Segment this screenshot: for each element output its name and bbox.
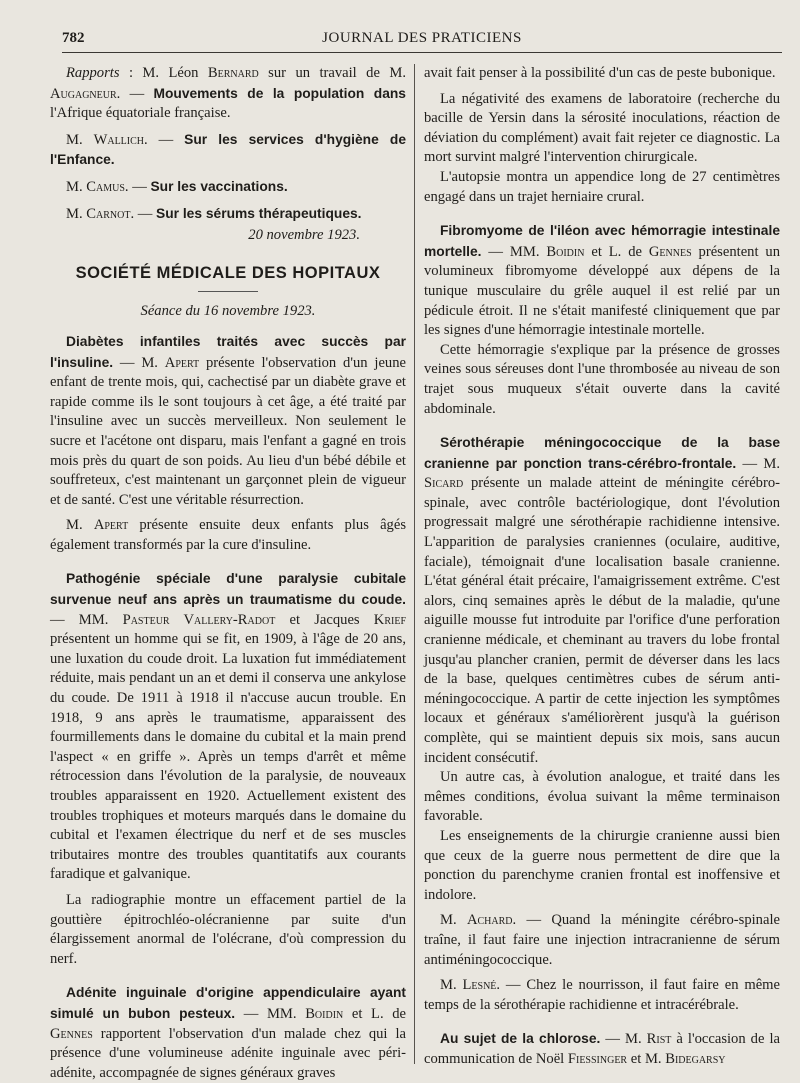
- section-rule: [198, 291, 258, 292]
- serotherapie-enseignements: Les enseignements de la chirurgie cranienne aussi bien que ceux de la guerre nous permettent de dire que la ponction du parenchyme cranien frontal est inoffensive et indolore.: [424, 827, 780, 903]
- achard-remark: M. Achard. — Quand la méningite cérébro-spinale traîne, il faut faire une injection intracranienne de sérum antiméningococcique.: [424, 912, 780, 968]
- rapports-paragraph: Rapports : M. Léon Bernard sur un travail de M. Augagneur. — Mouvements de la population dans l'Afrique équatoriale française.: [50, 65, 406, 122]
- page-header: [62, 30, 782, 52]
- fibromyome-hemorragie: Cette hémorragie s'explique par la présence de grosses veines sous séreuses dont l'une thrombosée au niveau de son trajet sous muqueux s'était ouverte dans la cavité abdominale.: [424, 341, 780, 417]
- article-paralysie-radiographie: La radiographie montre un effacement partiel de la gouttière épitrochléo-olécranienne par suite d'un élargissement anormal de l'olécrane, d'où compression du nerf.: [50, 891, 406, 967]
- journal-title: JOURNAL DES PRATICIENS: [322, 30, 522, 46]
- article-diabetes-cont: M. Apert présente ensuite deux enfants plus âgés également transformés par la cure d'insuline.: [50, 517, 406, 553]
- column-divider: [414, 64, 415, 1064]
- report-date: 20 novembre 1923.: [248, 227, 360, 244]
- right-column: [424, 64, 780, 1070]
- carnot-paragraph: M. Carnot. — Sur les sérums thérapeutiques.: [66, 205, 362, 222]
- article-adenite: Adénite inguinale d'origine appendiculaire ayant simulé un bubon pesteux. — MM. Boidin et L. de Gennes rapportent l'observation d'un malade chez qui la présence d'une volumineuse adénite inguinale avec péri-adénite, accompagnée de signes généraux graves: [50, 985, 406, 1081]
- adenite-continuation: avait fait penser à la possibilité d'un cas de peste bubonique.: [424, 65, 776, 81]
- section-title: SOCIÉTÉ MÉDICALE DES HOPITAUX: [75, 263, 381, 282]
- camus-paragraph: M. Camus. — Sur les vaccinations.: [66, 178, 288, 195]
- article-chlorose: Au sujet de la chlorose. — M. Rist à l'occasion de la communication de Noël Fiessinger et M. Bidegarsy: [424, 1031, 780, 1067]
- page-number: 782: [62, 30, 85, 46]
- header-rule: [62, 52, 782, 53]
- adenite-autopsie: L'autopsie montra un appendice long de 27 centimètres engagé dans un trajet herniaire crural.: [424, 168, 780, 205]
- article-serotherapie: Sérothérapie méningococcique de la base cranienne par ponction trans-cérébro-frontale. — M. Sicard présente un malade atteint de méningite cérébro-spinale, avec contrôle bactériologique, dont l'évolution progressait malgré une sérothérapie rachidienne intensive. L'apparition de paralysies craniennes (oculaire, auditive, faciale), témoignait d'une localisation basale cranienne. L'état général était précaire, l'amaigrissement extrême. C'est alors, cinq semaines après le début de la maladie, qu'une aiguille mousse fut introduite par l'orifice d'une perforation cranienne médicale, et cheminant au travers du lobe frontal jusqu'au plancher cranien, permit de déverser dans les lacs de la base, quelques centimètres cubes de sérum anti-méningococcique. A partir de cette injection les symptômes locaux et généraux s'améliorèrent jusqu'à la guérison complète, qui se maintient depuis six mois, sans aucun incident consécutif.: [424, 435, 780, 766]
- article-diabetes: Diabètes infantiles traités avec succès par l'insuline. — M. Apert présente l'observation d'un jeune enfant de trente mois, qui, cachectisé par un diabète grave et rapide comme ils le sont toujours à cet âge, a été traité par l'insuline avec un succès merveilleux. Non seulement le sucre et l'acétone ont disparu, mais l'enfant a gagné en trois mois près du quart de son poids. Au lieu d'un bébé débile et souffreteux, c'est maintenant un garçonnet plein de vigueur et de santé. C'est une véritable résurrection.: [50, 333, 406, 508]
- lesne-remark: M. Lesné. — Chez le nourrisson, il faut faire en même temps de la sérothérapie rachidienne et intracérébrale.: [424, 977, 780, 1013]
- serotherapie-autre-cas: Un autre cas, à évolution analogue, et traité dans les mêmes conditions, évolua suivant la même terminaison favorable.: [424, 769, 780, 825]
- article-paralysie: Pathogénie spéciale d'une paralysie cubitale survenue neuf ans après un traumatisme du coude. — MM. Pasteur Vallery-Radot et Jacques Krief présentent un homme qui se fit, en 1909, à l'âge de 20 ans, une luxation du coude droit. La luxation fut immédiatement réduite, mais pendant un an et demi il conserva une ankylose du coude. De 1911 à 1918 il n'accuse aucun trouble. En 1918, 9 ans après le traumatisme, apparaissent des fourmillements dans le domaine du cubital et la main prend l'aspect « en griffe ». Après un temps d'arrêt et même rétrocession dans l'évolution de la paralysie, de nouveaux troubles apparaissent en 1920. Actuellement existent des troubles trophiques et moteurs marqués dans le domaine du cubital et l'examen électrique du nerf et de ses muscles tributaires montre des troubles quantitatifs aux courants faradique et galvanique.: [50, 571, 407, 883]
- left-column: [50, 64, 406, 1083]
- article-fibromyome: Fibromyome de l'iléon avec hémorragie intestinale mortelle. — MM. Boidin et L. de Gennes présentent un volumineux fibromyome développé aux dépens de la tunique musculaire du grêle auquel il est relié par un pédicule étroit. Il ne s'était manifesté cliniquement que par les signes d'une hémorragie intestinale mortelle.: [424, 223, 781, 339]
- seance-date: Séance du 16 novembre 1923.: [140, 303, 316, 320]
- adenite-laboratoire: La négativité des examens de laboratoire (recherche du bacille de Yersin dans la sérosité inoculations, réaction de déviation du complément) avait fait rejeter ce diagnostic. La mort survint malgré l'intervention chirurgicale.: [424, 90, 780, 166]
- wallich-paragraph: M. Wallich. — Sur les services d'hygiène de l'Enfance.: [50, 131, 406, 168]
